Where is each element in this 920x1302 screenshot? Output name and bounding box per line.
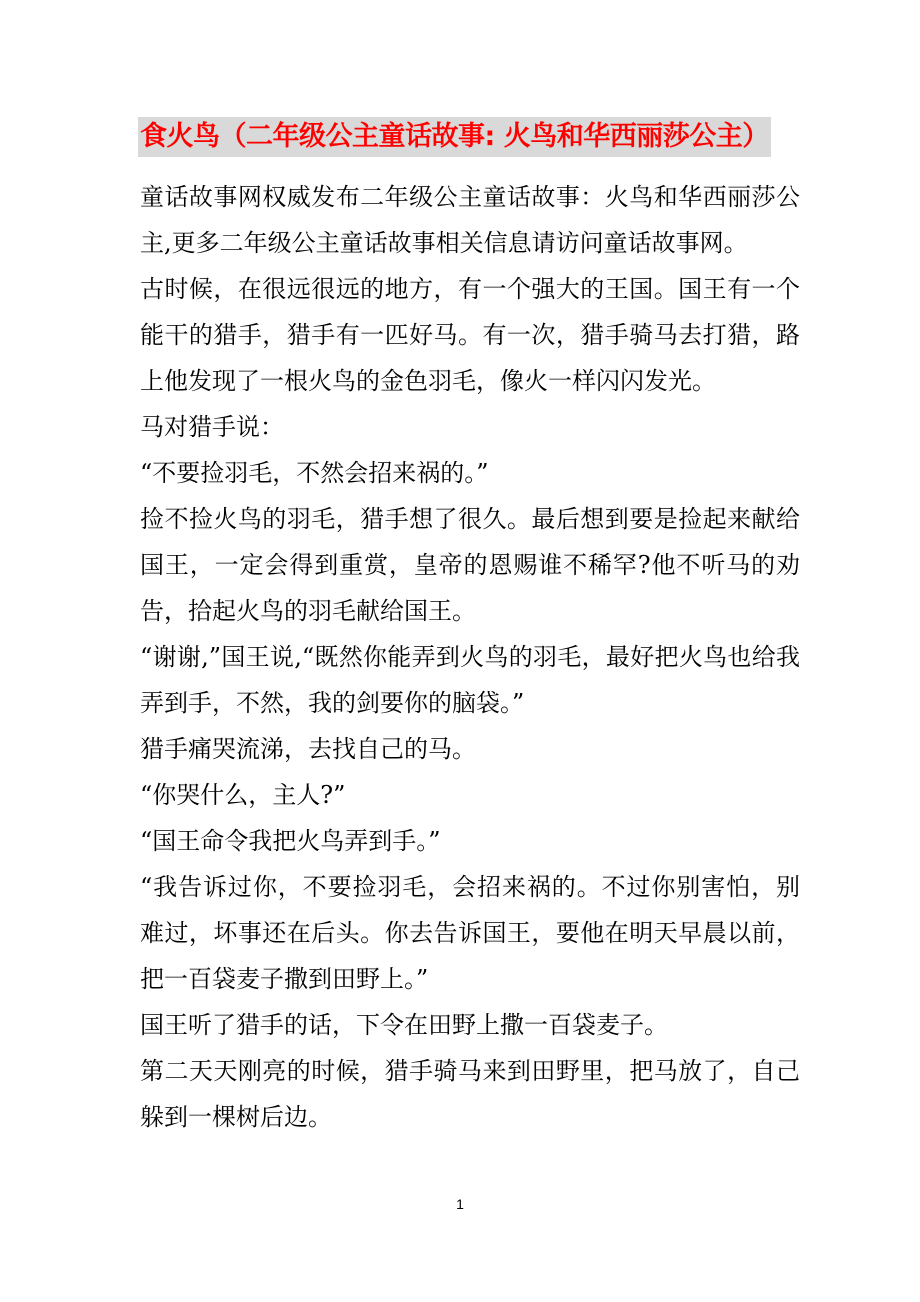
page-number: 1: [456, 1196, 464, 1212]
title-highlight: [138, 117, 771, 157]
paragraph: 捡不捡火鸟的羽毛，猎手想了很久。最后想到要是捡起来献给国王，一定会得到重赏，皇帝的恩赐谁不稀罕?他不听马的劝告，拾起火鸟的羽毛献给国王。: [140, 505, 800, 625]
paragraph: “谢谢,”国王说,“既然你能弄到火鸟的羽毛，最好把火鸟也给我弄到手，不然，我的剑要你的脑袋。”: [140, 643, 800, 717]
paragraph: 猎手痛哭流涕，去找自己的马。: [140, 735, 476, 763]
paragraph: “你哭什么，主人?”: [140, 781, 346, 809]
paragraph: “国王命令我把火鸟弄到手。”: [140, 827, 441, 855]
paragraph: 第二天天刚亮的时候，猎手骑马来到田野里，把马放了，自己躲到一棵树后边。: [140, 1057, 800, 1131]
paragraph: 马对猎手说：: [140, 413, 284, 441]
document-body: [140, 174, 800, 1140]
document-title: 食火鸟（二年级公主童话故事: 火鸟和华西丽莎公主）: [140, 121, 769, 152]
paragraph-intro: 童话故事网权威发布二年级公主童话故事：火鸟和华西丽莎公主,更多二年级公主童话故事相关信息请访问童话故事网。: [140, 183, 800, 257]
paragraph: “不要捡羽毛，不然会招来祸的。”: [140, 459, 489, 487]
paragraph: 国王听了猎手的话，下令在田野上撒一百袋麦子。: [140, 1011, 668, 1039]
paragraph: 古时候，在很远很远的地方，有一个强大的王国。国王有一个能干的猎手，猎手有一匹好马。有一次，猎手骑马去打猎，路上他发现了一根火鸟的金色羽毛，像火一样闪闪发光。: [140, 275, 800, 395]
paragraph: “我告诉过你，不要捡羽毛，会招来祸的。不过你别害怕，别难过，坏事还在后头。你去告诉国王，要他在明天早晨以前，把一百袋麦子撒到田野上。”: [140, 873, 800, 993]
